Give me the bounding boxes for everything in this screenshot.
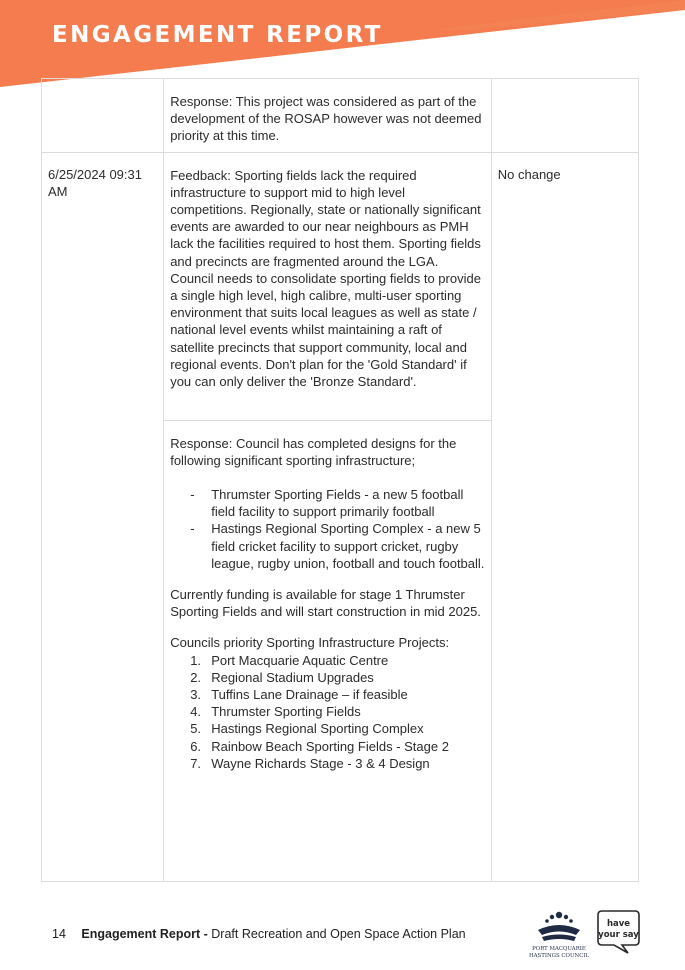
table-row [42, 79, 639, 153]
list-item-text: Hastings Regional Sporting Complex - a new 5 field cricket facility to support cricket, rugby league, rugby union, football and touch football. [211, 521, 485, 571]
change-status: No change [497, 166, 561, 182]
response-cell [164, 420, 492, 881]
list-item [170, 652, 485, 669]
list-item-text: Thrumster Sporting Fields - a new 5 football field facility to support primarily football [211, 487, 464, 520]
list-number: 5. [190, 721, 202, 737]
feedback-cell [164, 152, 492, 420]
change-cell [491, 79, 638, 153]
list-item [170, 686, 485, 703]
list-item-text: Regional Stadium Upgrades [211, 669, 374, 685]
list-marker: - [190, 521, 195, 537]
projects-list [170, 486, 485, 572]
change-cell [491, 152, 638, 881]
council-logo-line1: PORT MACQUARIE [532, 946, 586, 952]
list-item-text: Tuffins Lane Drainage – if feasible [211, 687, 408, 703]
feedback-text: Feedback: Sporting fields lack the required infrastructure to support mid to high level competitions. Regionally, state or nationally significant events are awarded to our near neighbours as PMH lack the facilities required to host them. Sporting fields and precincts are fragmented around the LGA. Council needs to consolidate sporting fields to provide a single high level, high calibre, multi-user sporting environment that suits local leagues as well as state / national level events whilst maintaining a raft of satellite precincts that support community, local and regional events. Don't plan for the 'Gold Standard' if you can only deliver the 'Bronze Standard'. [170, 167, 481, 390]
council-logo [528, 908, 590, 960]
footer-doc-title: Draft Recreation and Open Space Action Plan [211, 927, 466, 941]
list-item [170, 738, 485, 755]
list-item-text: Port Macquarie Aquatic Centre [211, 652, 389, 668]
list-number: 6. [190, 738, 202, 754]
table-row [42, 152, 639, 420]
list-item [170, 669, 485, 686]
response-cell [164, 79, 492, 153]
list-item [170, 720, 485, 737]
list-number: 1. [190, 652, 202, 668]
list-number: 4. [190, 704, 202, 720]
priority-list [170, 652, 485, 772]
list-item [170, 703, 485, 720]
list-item-text: Thrumster Sporting Fields [211, 704, 361, 720]
hys-logo-line1: have [606, 919, 631, 929]
have-your-say-logo [596, 909, 641, 955]
list-marker: - [190, 487, 195, 503]
page-footer [52, 927, 466, 941]
engagement-table [41, 78, 639, 882]
page-number: 14 [52, 927, 66, 941]
list-item-text: Hastings Regional Sporting Complex [211, 721, 424, 737]
date-cell [42, 79, 164, 153]
list-number: 2. [190, 669, 202, 685]
list-item [190, 486, 485, 520]
list-item-text: Wayne Richards Stage - 3 & 4 Design [211, 755, 430, 771]
list-item-text: Rainbow Beach Sporting Fields - Stage 2 [211, 738, 449, 754]
response-text: Response: This project was considered as part of the development of the ROSAP however was not deemed priority at this time. [170, 94, 482, 144]
date-cell [42, 152, 164, 881]
list-item [190, 520, 485, 572]
hys-logo-line2: your say [598, 930, 639, 940]
list-number: 7. [190, 755, 202, 771]
page-title: ENGAGEMENT REPORT [52, 22, 383, 48]
list-number: 3. [190, 687, 202, 703]
funding-text: Currently funding is available for stage 1 Thrumster Sporting Fields and will start construction in mid 2025. [170, 587, 481, 620]
priority-heading: Councils priority Sporting Infrastructure Projects: [170, 635, 450, 651]
response-intro: Response: Council has completed designs for the following significant sporting infrastructure; [170, 435, 457, 468]
submission-date: 6/25/2024 09:31 AM [48, 166, 142, 199]
council-logo-line2: HASTINGS COUNCIL [528, 953, 590, 959]
list-item [170, 755, 485, 772]
footer-report-label: Engagement Report - [81, 927, 208, 941]
